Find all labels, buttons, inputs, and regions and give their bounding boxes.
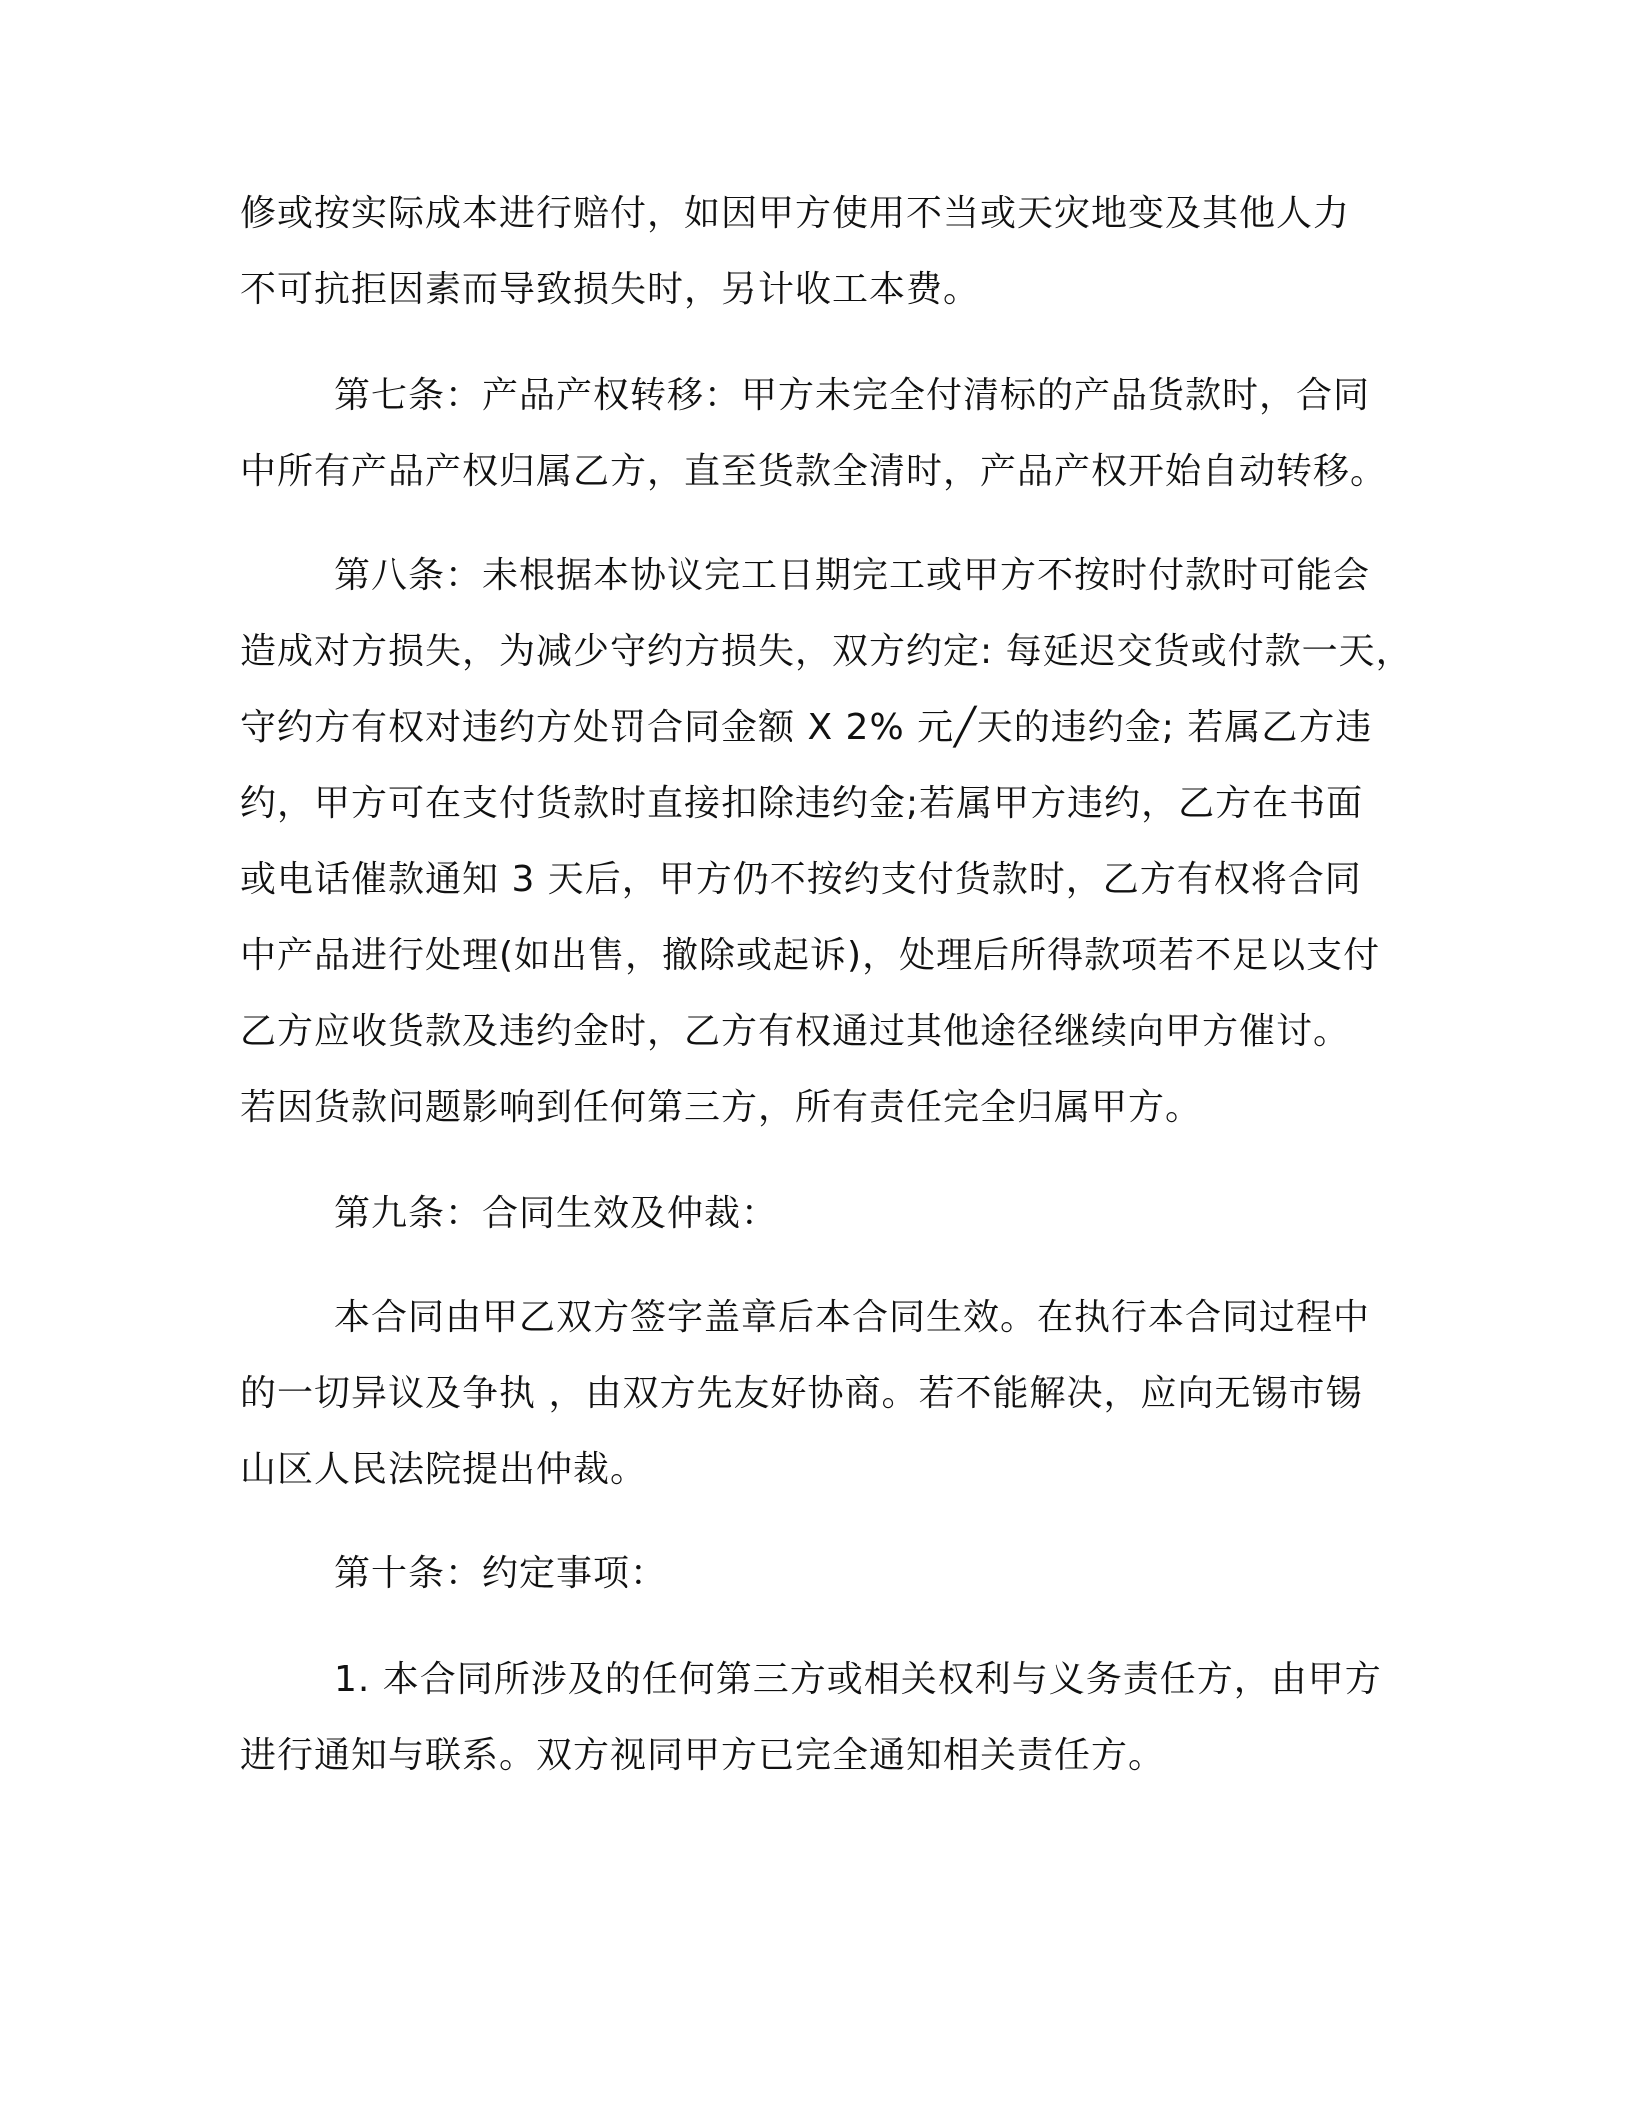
article-7-heading-line: 第七条：产品产权转移：甲方未完全付清标的产品货款时，合同 <box>334 375 1371 416</box>
text-line: 进行通知与联系。双方视同甲方已完全通知相关责任方。 <box>240 1735 1166 1776</box>
text-line: 约，甲方可在支付货款时直接扣除违约金;若属甲方违约，乙方在书面 <box>240 783 1364 824</box>
text-line: 山区人民法院提出仲裁。 <box>240 1449 648 1490</box>
text-line: 或电话催款通知 3 天后，甲方仍不按约支付货款时，乙方有权将合同 <box>240 859 1362 900</box>
article-8-heading-line: 第八条：未根据本协议完工日期完工或甲方不按时付款时可能会 <box>334 555 1371 596</box>
text-line: 的一切异议及争执 ，由双方先友好协商。若不能解决，应向无锡市锡 <box>240 1373 1363 1414</box>
text-line: 不可抗拒因素而导致损失时，另计收工本费。 <box>240 269 981 310</box>
text-line: 1. 本合同所涉及的任何第三方或相关权利与义务责任方，由甲方 <box>334 1659 1382 1700</box>
text-line: 本合同由甲乙双方签字盖章后本合同生效。在执行本合同过程中 <box>334 1297 1371 1338</box>
article-10-heading: 第十条：约定事项： <box>334 1553 668 1594</box>
text-line: 中产品进行处理(如出售，撤除或起诉)，处理后所得款项若不足以支付 <box>240 935 1381 976</box>
text-line: 乙方应收货款及违约金时，乙方有权通过其他途径继续向甲方催讨。 <box>240 1011 1351 1052</box>
text-line: 修或按实际成本进行赔付，如因甲方使用不当或天灾地变及其他人力 <box>240 193 1351 234</box>
text-line: 若因货款问题影响到任何第三方，所有责任完全归属甲方。 <box>240 1087 1203 1128</box>
text-line: 守约方有权对违约方处罚合同金额 X 2% 元╱天的违约金; 若属乙方违 <box>240 707 1373 748</box>
text-line: 造成对方损失，为减少守约方损失，双方约定: 每延迟交货或付款一天， <box>240 631 1413 672</box>
article-9-heading: 第九条：合同生效及仲裁： <box>334 1193 779 1234</box>
text-line: 中所有产品产权归属乙方，直至货款全清时，产品产权开始自动转移。 <box>240 451 1388 492</box>
